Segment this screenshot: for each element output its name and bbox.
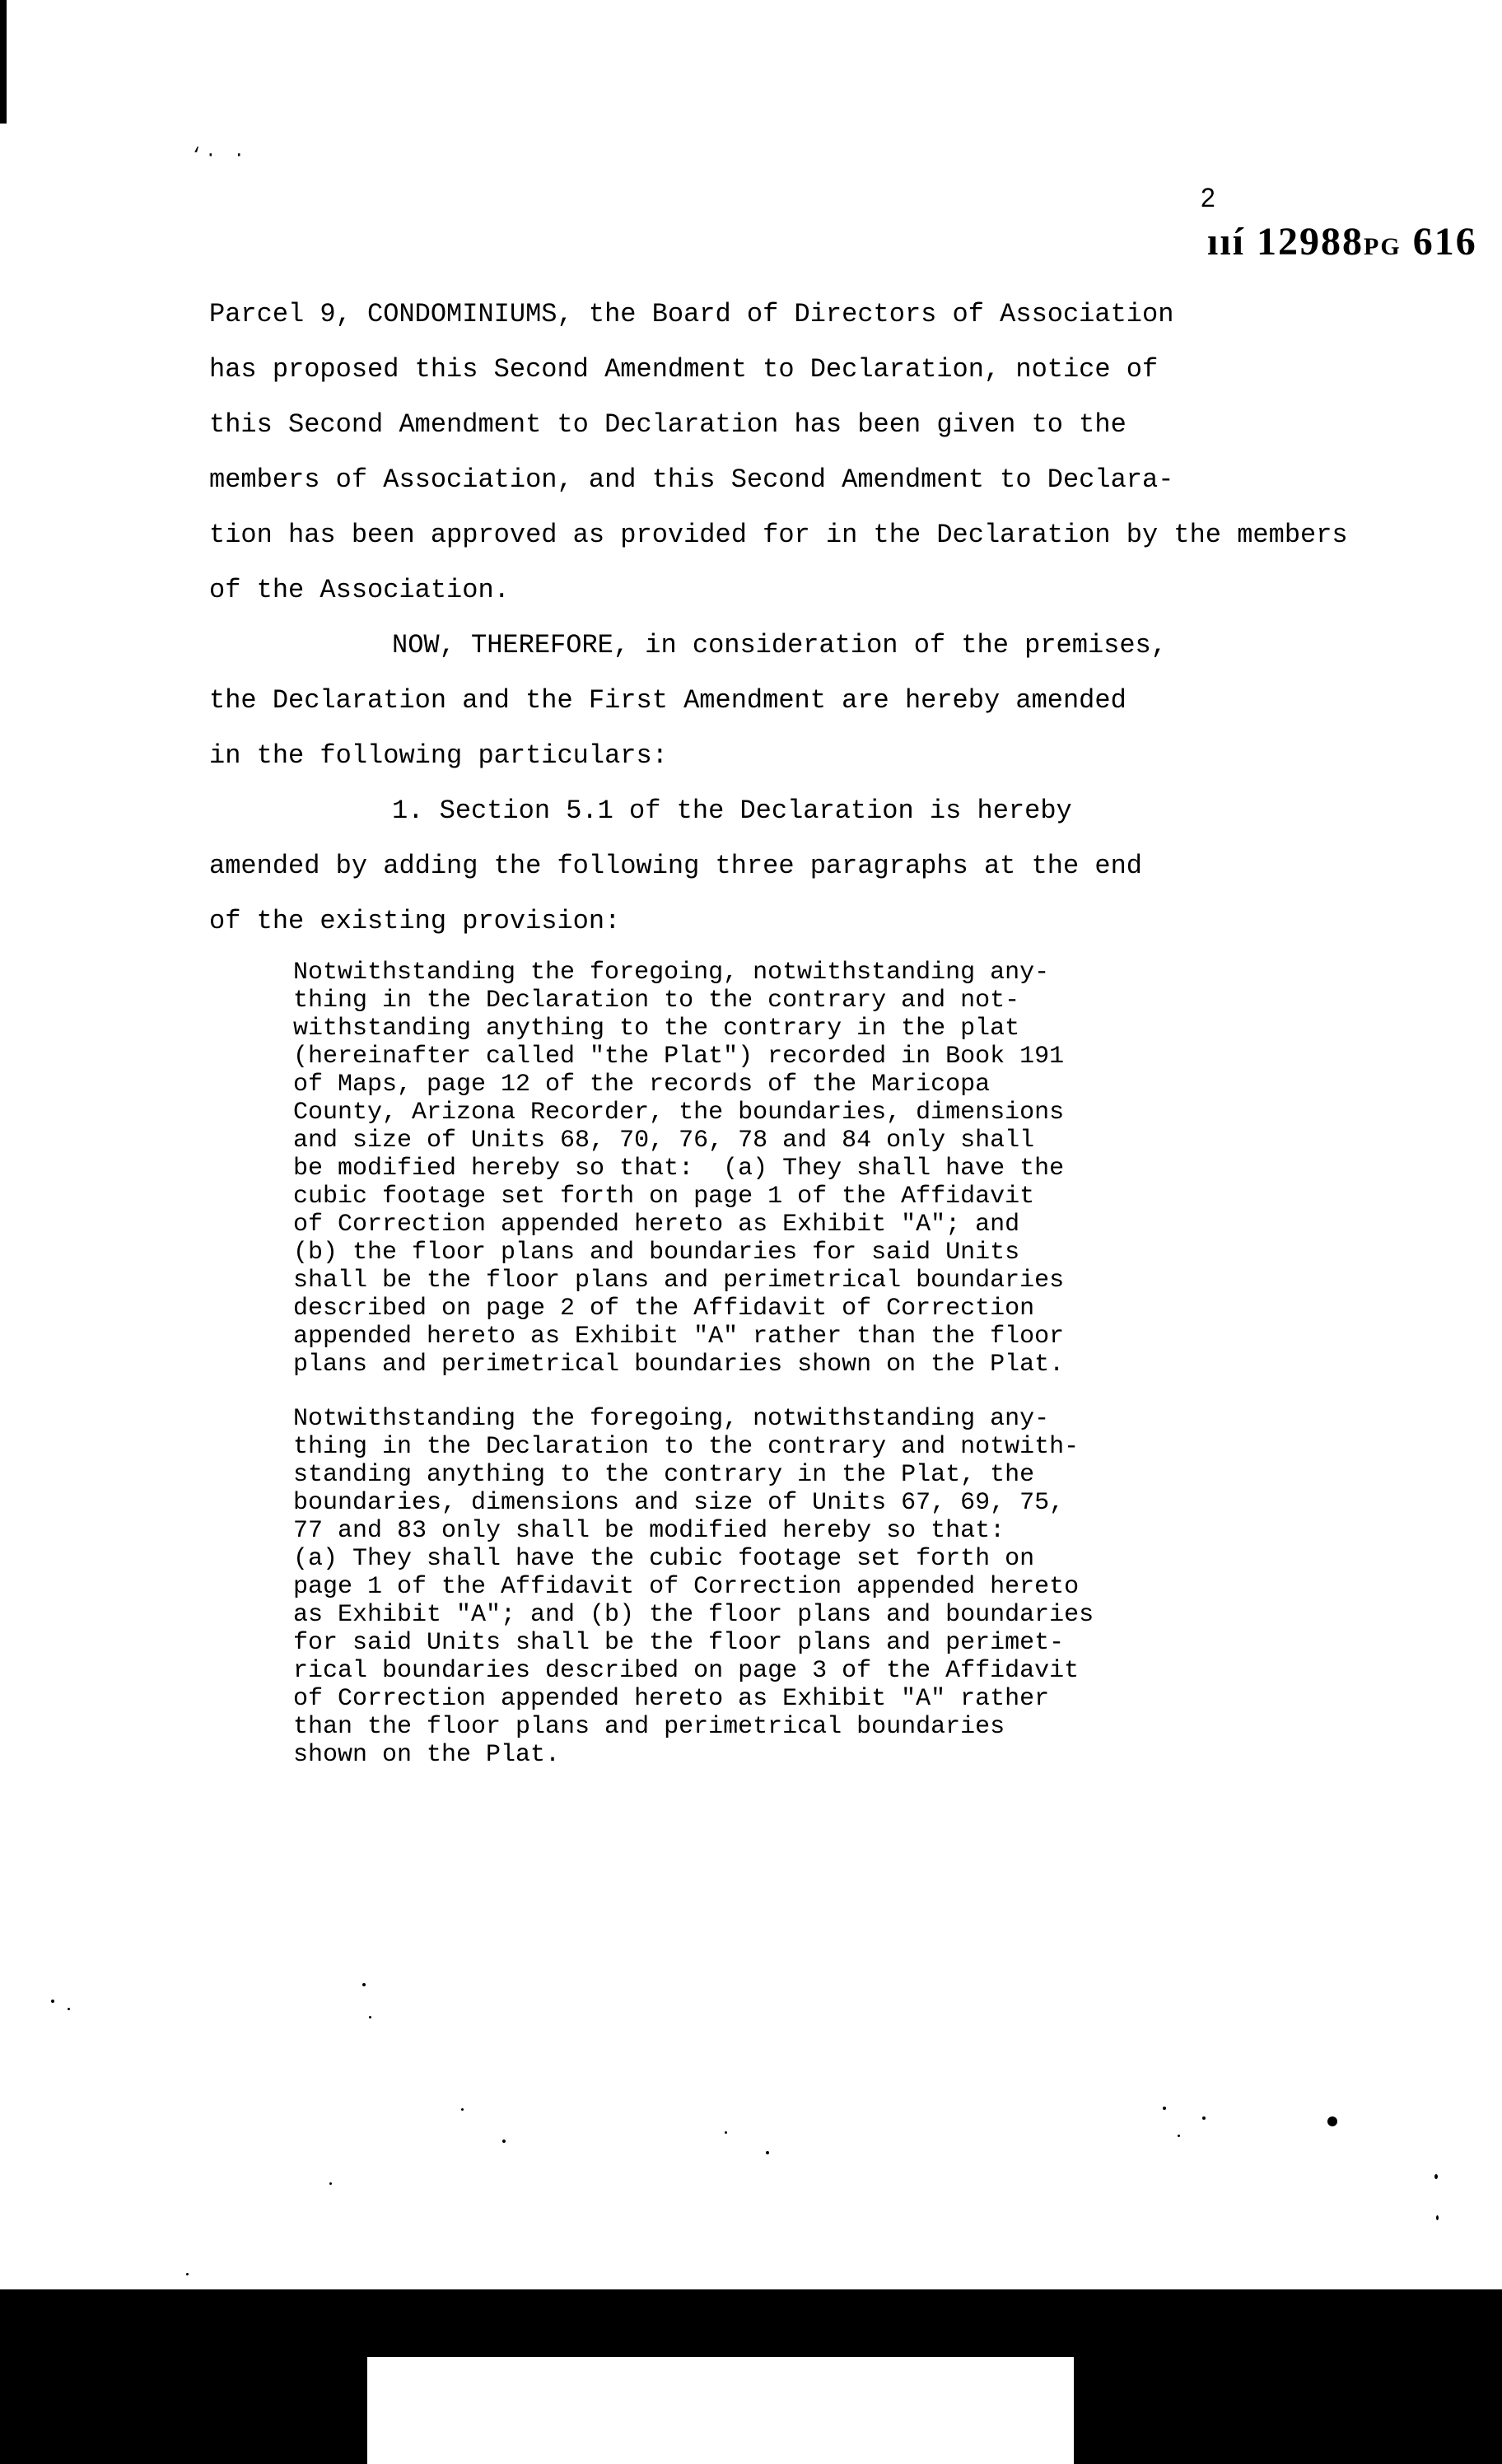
body-line: this Second Amendment to Declaration has been given to the <box>209 409 1126 440</box>
quoted-paragraph-2 <box>293 1405 1281 1769</box>
quoted-line: shown on the Plat. <box>293 1741 561 1769</box>
quoted-line: as Exhibit "A"; and (b) the floor plans and boundaries <box>293 1601 1094 1629</box>
body-line: of the Association. <box>209 575 510 605</box>
body-line: has proposed this Second Amendment to Declaration, notice of <box>209 354 1159 385</box>
recording-page: 616 <box>1412 220 1477 264</box>
quoted-line: plans and perimetrical boundaries shown on the Plat. <box>293 1351 1065 1379</box>
quoted-provisions <box>293 959 1281 1769</box>
paragraph-gap <box>293 1379 1281 1405</box>
quoted-line: of Maps, page 12 of the records of the Maricopa <box>293 1071 991 1099</box>
quoted-line: standing anything to the contrary in the Plat, the <box>293 1461 1035 1489</box>
quoted-line: and size of Units 68, 70, 76, 78 and 84 only shall <box>293 1127 1035 1155</box>
quoted-line: than the floor plans and perimetrical boundaries <box>293 1713 1005 1741</box>
quoted-line: be modified hereby so that: (a) They shall have the <box>293 1155 1065 1183</box>
quoted-line: (hereinafter called "the Plat") recorded in Book 191 <box>293 1043 1065 1071</box>
quoted-line: withstanding anything to the contrary in the plat <box>293 1015 1020 1043</box>
recording-pg-label: PG <box>1364 233 1402 260</box>
body-line: Parcel 9, CONDOMINIUMS, the Board of Directors of Association <box>209 299 1174 329</box>
quoted-line: of Correction appended hereto as Exhibit "A" rather <box>293 1685 1050 1713</box>
recording-reference <box>1207 219 1477 264</box>
quoted-line: boundaries, dimensions and size of Units 67, 69, 75, <box>293 1489 1065 1517</box>
quoted-line: (a) They shall have the cubic footage set forth on <box>293 1545 1035 1573</box>
quoted-line: (b) the floor plans and boundaries for said Units <box>293 1239 1020 1267</box>
quoted-line: thing in the Declaration to the contrary and notwith- <box>293 1433 1080 1461</box>
scan-specks: ‘· · <box>191 145 248 166</box>
quoted-line: 77 and 83 only shall be modified hereby so that: <box>293 1517 1005 1545</box>
quoted-line: appended hereto as Exhibit "A" rather than the floor <box>293 1323 1065 1351</box>
body-line: tion has been approved as provided for in the Declaration by the members <box>209 520 1348 550</box>
body-line: NOW, THEREFORE, in consideration of the premises, <box>392 630 1167 660</box>
quoted-line: thing in the Declaration to the contrary and not- <box>293 987 1020 1015</box>
quoted-line: of Correction appended hereto as Exhibit "A"; and <box>293 1211 1020 1239</box>
scan-edge-mark <box>0 0 7 124</box>
quoted-line: Notwithstanding the foregoing, notwithstanding any- <box>293 959 1050 987</box>
body-line: amended by adding the following three paragraphs at the end <box>209 851 1142 881</box>
body-line: members of Association, and this Second Amendment to Declara- <box>209 464 1174 495</box>
body-text <box>209 287 1348 949</box>
quoted-line: cubic footage set forth on page 1 of the Affidavit <box>293 1183 1035 1211</box>
quoted-line: for said Units shall be the floor plans and perimet- <box>293 1629 1065 1657</box>
recording-book: ııí 12988 <box>1207 220 1364 264</box>
quoted-paragraph-1 <box>293 959 1281 1379</box>
body-line: of the existing provision: <box>209 906 621 936</box>
quoted-line: shall be the floor plans and perimetrical boundaries <box>293 1267 1065 1295</box>
quoted-line: County, Arizona Recorder, the boundaries, dimensions <box>293 1099 1065 1127</box>
body-line: 1. Section 5.1 of the Declaration is hereby <box>392 796 1072 826</box>
quoted-line: page 1 of the Affidavit of Correction appended hereto <box>293 1573 1080 1601</box>
page-number: 2 <box>1201 183 1215 212</box>
scan-bottom-window <box>367 2357 1074 2464</box>
body-line: in the following particulars: <box>209 740 668 771</box>
body-line: the Declaration and the First Amendment are hereby amended <box>209 685 1126 716</box>
quoted-line: Notwithstanding the foregoing, notwithstanding any- <box>293 1405 1050 1433</box>
quoted-line: described on page 2 of the Affidavit of Correction <box>293 1295 1035 1323</box>
quoted-line: rical boundaries described on page 3 of the Affidavit <box>293 1657 1080 1685</box>
